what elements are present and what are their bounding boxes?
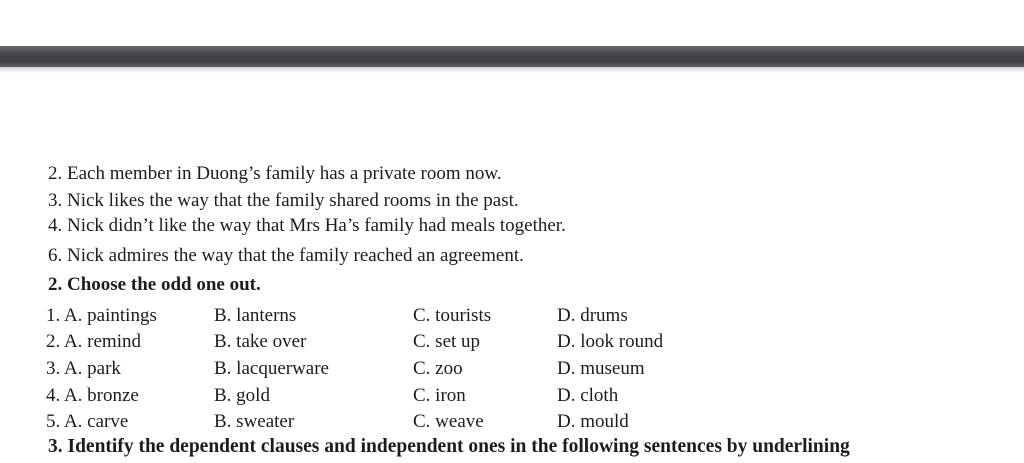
- option-b: B. take over: [214, 331, 307, 352]
- statement-text: Nick likes the way that the family shared rooms in the past.: [67, 190, 519, 211]
- option-c: C. weave: [413, 411, 484, 432]
- option-d: D. cloth: [557, 385, 619, 406]
- option-c: C. tourists: [413, 305, 492, 326]
- option-b: B. gold: [214, 385, 270, 406]
- statement-line: [48, 245, 524, 267]
- statement-text: Each member in Duong’s family has a private room now.: [67, 163, 502, 184]
- option-b: B. lanterns: [214, 305, 297, 326]
- question-row-5: [46, 411, 128, 433]
- statement-number: 4.: [48, 215, 63, 236]
- option-a: A. paintings: [63, 305, 157, 326]
- statement-text: Nick admires the way that the family reached an agreement.: [67, 245, 524, 266]
- question-number: 5.: [46, 411, 61, 432]
- statement-number: 3.: [48, 190, 63, 211]
- option-b: B. lacquerware: [214, 358, 329, 379]
- option-d: D. mould: [557, 411, 629, 432]
- top-band: [0, 0, 1024, 46]
- statement-text: Nick didn’t like the way that Mrs Ha’s family had meals together.: [67, 215, 566, 236]
- question-number: 3.: [46, 358, 61, 379]
- question-row-2: [46, 331, 141, 353]
- option-c: C. zoo: [413, 358, 463, 379]
- option-c: C. iron: [413, 385, 466, 406]
- statement-line: [48, 190, 519, 212]
- statement-number: 2.: [48, 163, 63, 184]
- question-number: 4.: [46, 385, 61, 406]
- option-d: D. museum: [557, 358, 645, 379]
- option-a: A. remind: [63, 331, 141, 352]
- question-row-1: [46, 305, 157, 327]
- question-number: 2.: [46, 331, 61, 352]
- statement-line: [48, 215, 566, 237]
- option-d: D. look round: [557, 331, 664, 352]
- question-row-4: [46, 385, 139, 407]
- option-c: C. set up: [413, 331, 481, 352]
- question-row-3: [46, 358, 121, 380]
- statement-number: 6.: [48, 245, 63, 266]
- section-heading-odd-one-out: 2. Choose the odd one out.: [48, 274, 261, 295]
- option-b: B. sweater: [214, 411, 295, 432]
- question-number: 1.: [46, 305, 61, 326]
- option-d: D. drums: [557, 305, 628, 326]
- section-heading-identify-clauses: 3. Identify the dependent clauses and independent ones in the following sentences by underlining: [48, 436, 850, 457]
- toolbar-shadow: [0, 67, 1024, 73]
- toolbar-bar: [0, 46, 1024, 67]
- statement-line: [48, 163, 502, 185]
- option-a: A. bronze: [63, 385, 139, 406]
- option-a: A. park: [63, 358, 121, 379]
- option-a: A. carve: [63, 411, 129, 432]
